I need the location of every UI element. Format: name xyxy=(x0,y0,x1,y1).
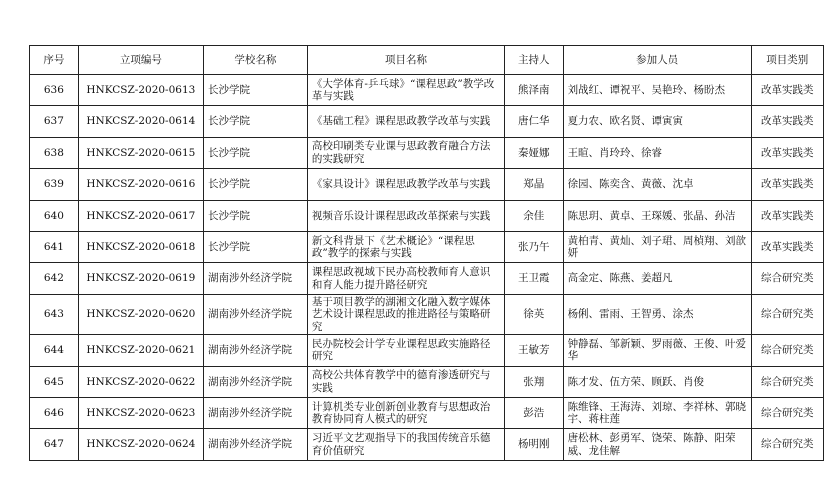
cell-type: 综合研究类 xyxy=(751,294,823,335)
cell-members: 陈维锋、王海涛、刘琼、李祥林、郭晓宇、蒋柱莲 xyxy=(563,398,751,429)
cell-seq: 643 xyxy=(30,294,79,335)
table-row xyxy=(30,75,824,106)
cell-host: 杨明刚 xyxy=(505,429,564,460)
header-members: 参加人员 xyxy=(563,46,751,75)
cell-seq: 639 xyxy=(30,169,79,200)
cell-code: HNKCSZ-2020-0621 xyxy=(78,335,203,366)
cell-title: 课程思政视域下民办高校教师育人意识和育人能力提升路径研究 xyxy=(307,263,504,294)
cell-code: HNKCSZ-2020-0618 xyxy=(78,231,203,262)
cell-members: 刘战红、谭祝平、吴艳玲、杨盼杰 xyxy=(563,75,751,106)
cell-seq: 645 xyxy=(30,366,79,397)
cell-host: 熊泽南 xyxy=(505,75,564,106)
table-row xyxy=(30,335,824,366)
cell-seq: 637 xyxy=(30,106,79,137)
table-row xyxy=(30,398,824,429)
cell-code: HNKCSZ-2020-0613 xyxy=(78,75,203,106)
cell-members: 王暄、肖玲玲、徐睿 xyxy=(563,137,751,168)
cell-host: 王卫霞 xyxy=(505,263,564,294)
header-type: 项目类别 xyxy=(751,46,823,75)
header-row xyxy=(30,46,824,75)
cell-school: 湖南涉外经济学院 xyxy=(203,366,307,397)
table-row xyxy=(30,366,824,397)
header-title: 项目名称 xyxy=(307,46,504,75)
cell-type: 综合研究类 xyxy=(751,429,823,460)
cell-type: 改革实践类 xyxy=(751,231,823,262)
cell-title: 基于项目教学的湖湘文化融入数字媒体艺术设计课程思政的推进路径与策略研究 xyxy=(307,294,504,335)
cell-members: 高金定、陈燕、姜超凡 xyxy=(563,263,751,294)
cell-type: 改革实践类 xyxy=(751,106,823,137)
cell-seq: 644 xyxy=(30,335,79,366)
cell-type: 综合研究类 xyxy=(751,398,823,429)
cell-school: 长沙学院 xyxy=(203,137,307,168)
cell-title: 《大学体育-乒乓球》“课程思政”教学改革与实践 xyxy=(307,75,504,106)
cell-title: 新文科背景下《艺术概论》“课程思政”教学的探索与实践 xyxy=(307,231,504,262)
cell-type: 综合研究类 xyxy=(751,366,823,397)
cell-members: 杨俐、雷雨、王智勇、涂杰 xyxy=(563,294,751,335)
cell-title: 民办院校会计学专业课程思政实施路径研究 xyxy=(307,335,504,366)
cell-host: 徐英 xyxy=(505,294,564,335)
cell-members: 陈才发、伍方荣、顾跃、肖俊 xyxy=(563,366,751,397)
table-row xyxy=(30,137,824,168)
cell-members: 夏力农、欧名贤、谭寅寅 xyxy=(563,106,751,137)
cell-code: HNKCSZ-2020-0623 xyxy=(78,398,203,429)
cell-seq: 642 xyxy=(30,263,79,294)
table-row xyxy=(30,263,824,294)
table-row xyxy=(30,169,824,200)
cell-code: HNKCSZ-2020-0622 xyxy=(78,366,203,397)
cell-members: 唐松林、彭勇军、饶荣、陈静、阳荣威、龙佳解 xyxy=(563,429,751,460)
cell-host: 张乃午 xyxy=(505,231,564,262)
cell-type: 综合研究类 xyxy=(751,263,823,294)
cell-title: 《家具设计》课程思政教学改革与实践 xyxy=(307,169,504,200)
cell-host: 彭浩 xyxy=(505,398,564,429)
cell-host: 张翔 xyxy=(505,366,564,397)
cell-school: 长沙学院 xyxy=(203,200,307,231)
cell-school: 长沙学院 xyxy=(203,169,307,200)
cell-school: 湖南涉外经济学院 xyxy=(203,335,307,366)
cell-title: 视频音乐设计课程思政改革探索与实践 xyxy=(307,200,504,231)
cell-type: 改革实践类 xyxy=(751,137,823,168)
cell-school: 湖南涉外经济学院 xyxy=(203,398,307,429)
cell-host: 余佳 xyxy=(505,200,564,231)
cell-title: 高校公共体育教学中的德育渗透研究与实践 xyxy=(307,366,504,397)
cell-code: HNKCSZ-2020-0620 xyxy=(78,294,203,335)
cell-seq: 647 xyxy=(30,429,79,460)
cell-school: 湖南涉外经济学院 xyxy=(203,429,307,460)
cell-code: HNKCSZ-2020-0616 xyxy=(78,169,203,200)
cell-seq: 640 xyxy=(30,200,79,231)
table-row xyxy=(30,231,824,262)
header-code: 立项编号 xyxy=(78,46,203,75)
table-row xyxy=(30,294,824,335)
cell-code: HNKCSZ-2020-0614 xyxy=(78,106,203,137)
cell-type: 改革实践类 xyxy=(751,169,823,200)
cell-seq: 636 xyxy=(30,75,79,106)
header-school: 学校名称 xyxy=(203,46,307,75)
cell-members: 陈思玥、黄卓、王琛媛、张晶、孙洁 xyxy=(563,200,751,231)
cell-members: 徐园、陈奕含、黄薇、沈卓 xyxy=(563,169,751,200)
cell-host: 唐仁华 xyxy=(505,106,564,137)
cell-members: 黄柏青、黄灿、刘子珺、周楨翔、刘歆妍 xyxy=(563,231,751,262)
cell-members: 钟静磊、邹新颖、罗雨薇、王俊、叶爱华 xyxy=(563,335,751,366)
cell-title: 计算机类专业创新创业教育与思想政治教育协同育人模式的研究 xyxy=(307,398,504,429)
cell-code: HNKCSZ-2020-0624 xyxy=(78,429,203,460)
cell-code: HNKCSZ-2020-0617 xyxy=(78,200,203,231)
cell-school: 长沙学院 xyxy=(203,106,307,137)
cell-type: 改革实践类 xyxy=(751,75,823,106)
cell-title: 高校印刷类专业课与思政教育融合方法的实践研究 xyxy=(307,137,504,168)
cell-seq: 638 xyxy=(30,137,79,168)
cell-school: 长沙学院 xyxy=(203,231,307,262)
cell-seq: 641 xyxy=(30,231,79,262)
table-row xyxy=(30,429,824,460)
cell-code: HNKCSZ-2020-0615 xyxy=(78,137,203,168)
cell-code: HNKCSZ-2020-0619 xyxy=(78,263,203,294)
header-seq: 序号 xyxy=(30,46,79,75)
project-table xyxy=(29,45,824,461)
header-host: 主持人 xyxy=(505,46,564,75)
cell-host: 王敏芳 xyxy=(505,335,564,366)
cell-type: 改革实践类 xyxy=(751,200,823,231)
cell-host: 郑晶 xyxy=(505,169,564,200)
table-row xyxy=(30,106,824,137)
cell-host: 秦娅娜 xyxy=(505,137,564,168)
cell-type: 综合研究类 xyxy=(751,335,823,366)
table-row xyxy=(30,200,824,231)
cell-title: 《基础工程》课程思政教学改革与实践 xyxy=(307,106,504,137)
cell-school: 湖南涉外经济学院 xyxy=(203,263,307,294)
cell-title: 习近平文艺观指导下的我国传统音乐德育价值研究 xyxy=(307,429,504,460)
cell-school: 长沙学院 xyxy=(203,75,307,106)
cell-seq: 646 xyxy=(30,398,79,429)
cell-school: 湖南涉外经济学院 xyxy=(203,294,307,335)
